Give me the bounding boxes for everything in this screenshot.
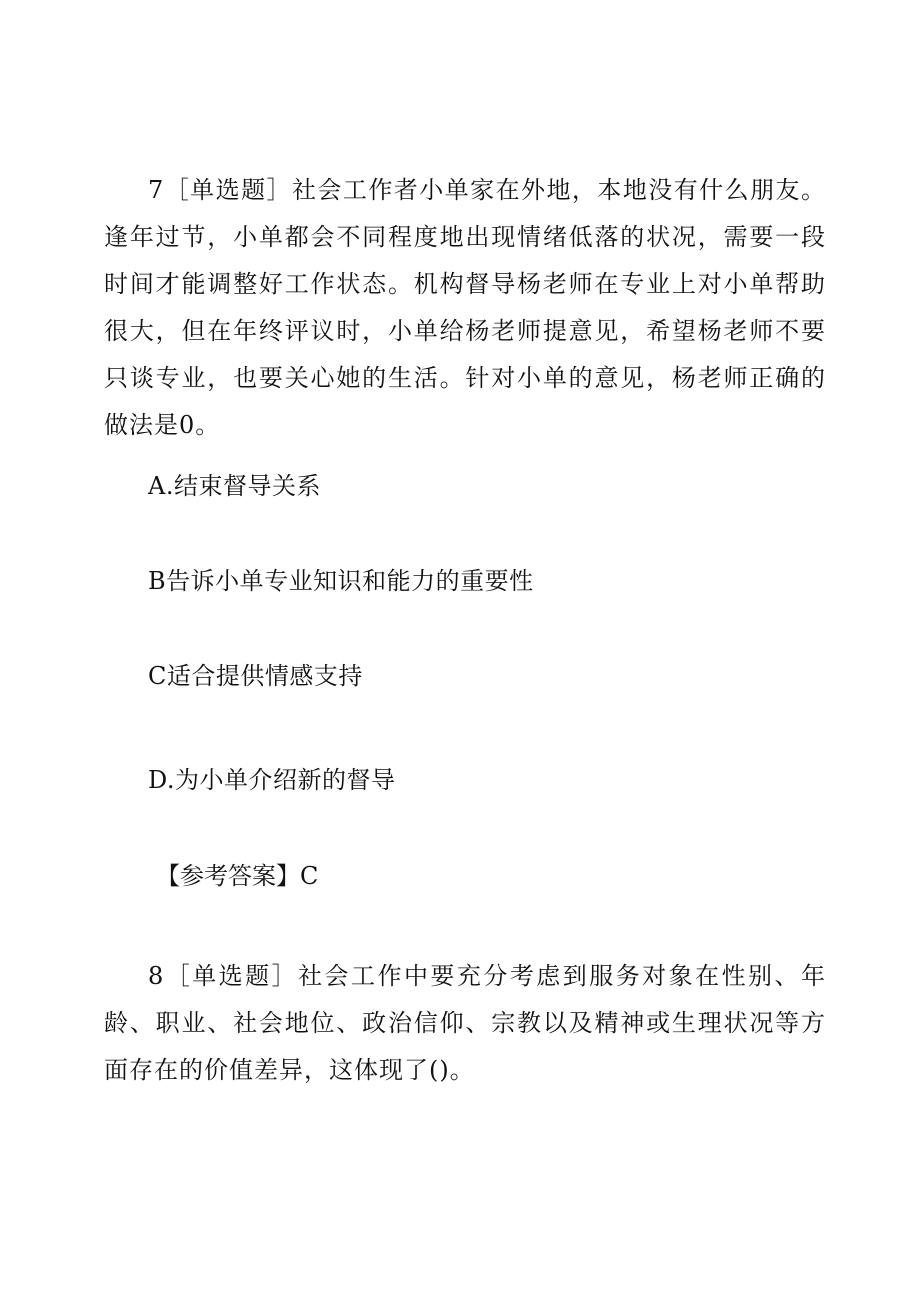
question-7-option-d: D.为小单介绍新的督导 (148, 766, 396, 794)
question-7-option-b: B告诉小单专业知识和能力的重要性 (148, 567, 534, 595)
question-8-text: 8［单选题］社会工作中要充分考虑到服务对象在性别、年龄、职业、社会地位、政治信仰、宗教以及精神或生理状况等方面存在的价值差异，这体现了()。 (104, 962, 826, 1084)
question-7-option-a: A.结束督导关系 (148, 472, 321, 500)
question-7-option-c: C适合提供情感支持 (148, 662, 363, 690)
question-7-text: 7［单选题］社会工作者小单家在外地，本地没有什么朋友。逢年过节，小单都会不同程度地出现情绪低落的状况，需要一段时间才能调整好工作状态。机构督导杨老师在专业上对小单帮助很大，但在年终评议时，小单给杨老师提意见，希望杨老师不要只谈专业，也要关心她的生活。针对小单的意见，杨老师正确的做法是0。 (104, 176, 826, 439)
question-7-answer: 【参考答案】C (156, 862, 319, 890)
